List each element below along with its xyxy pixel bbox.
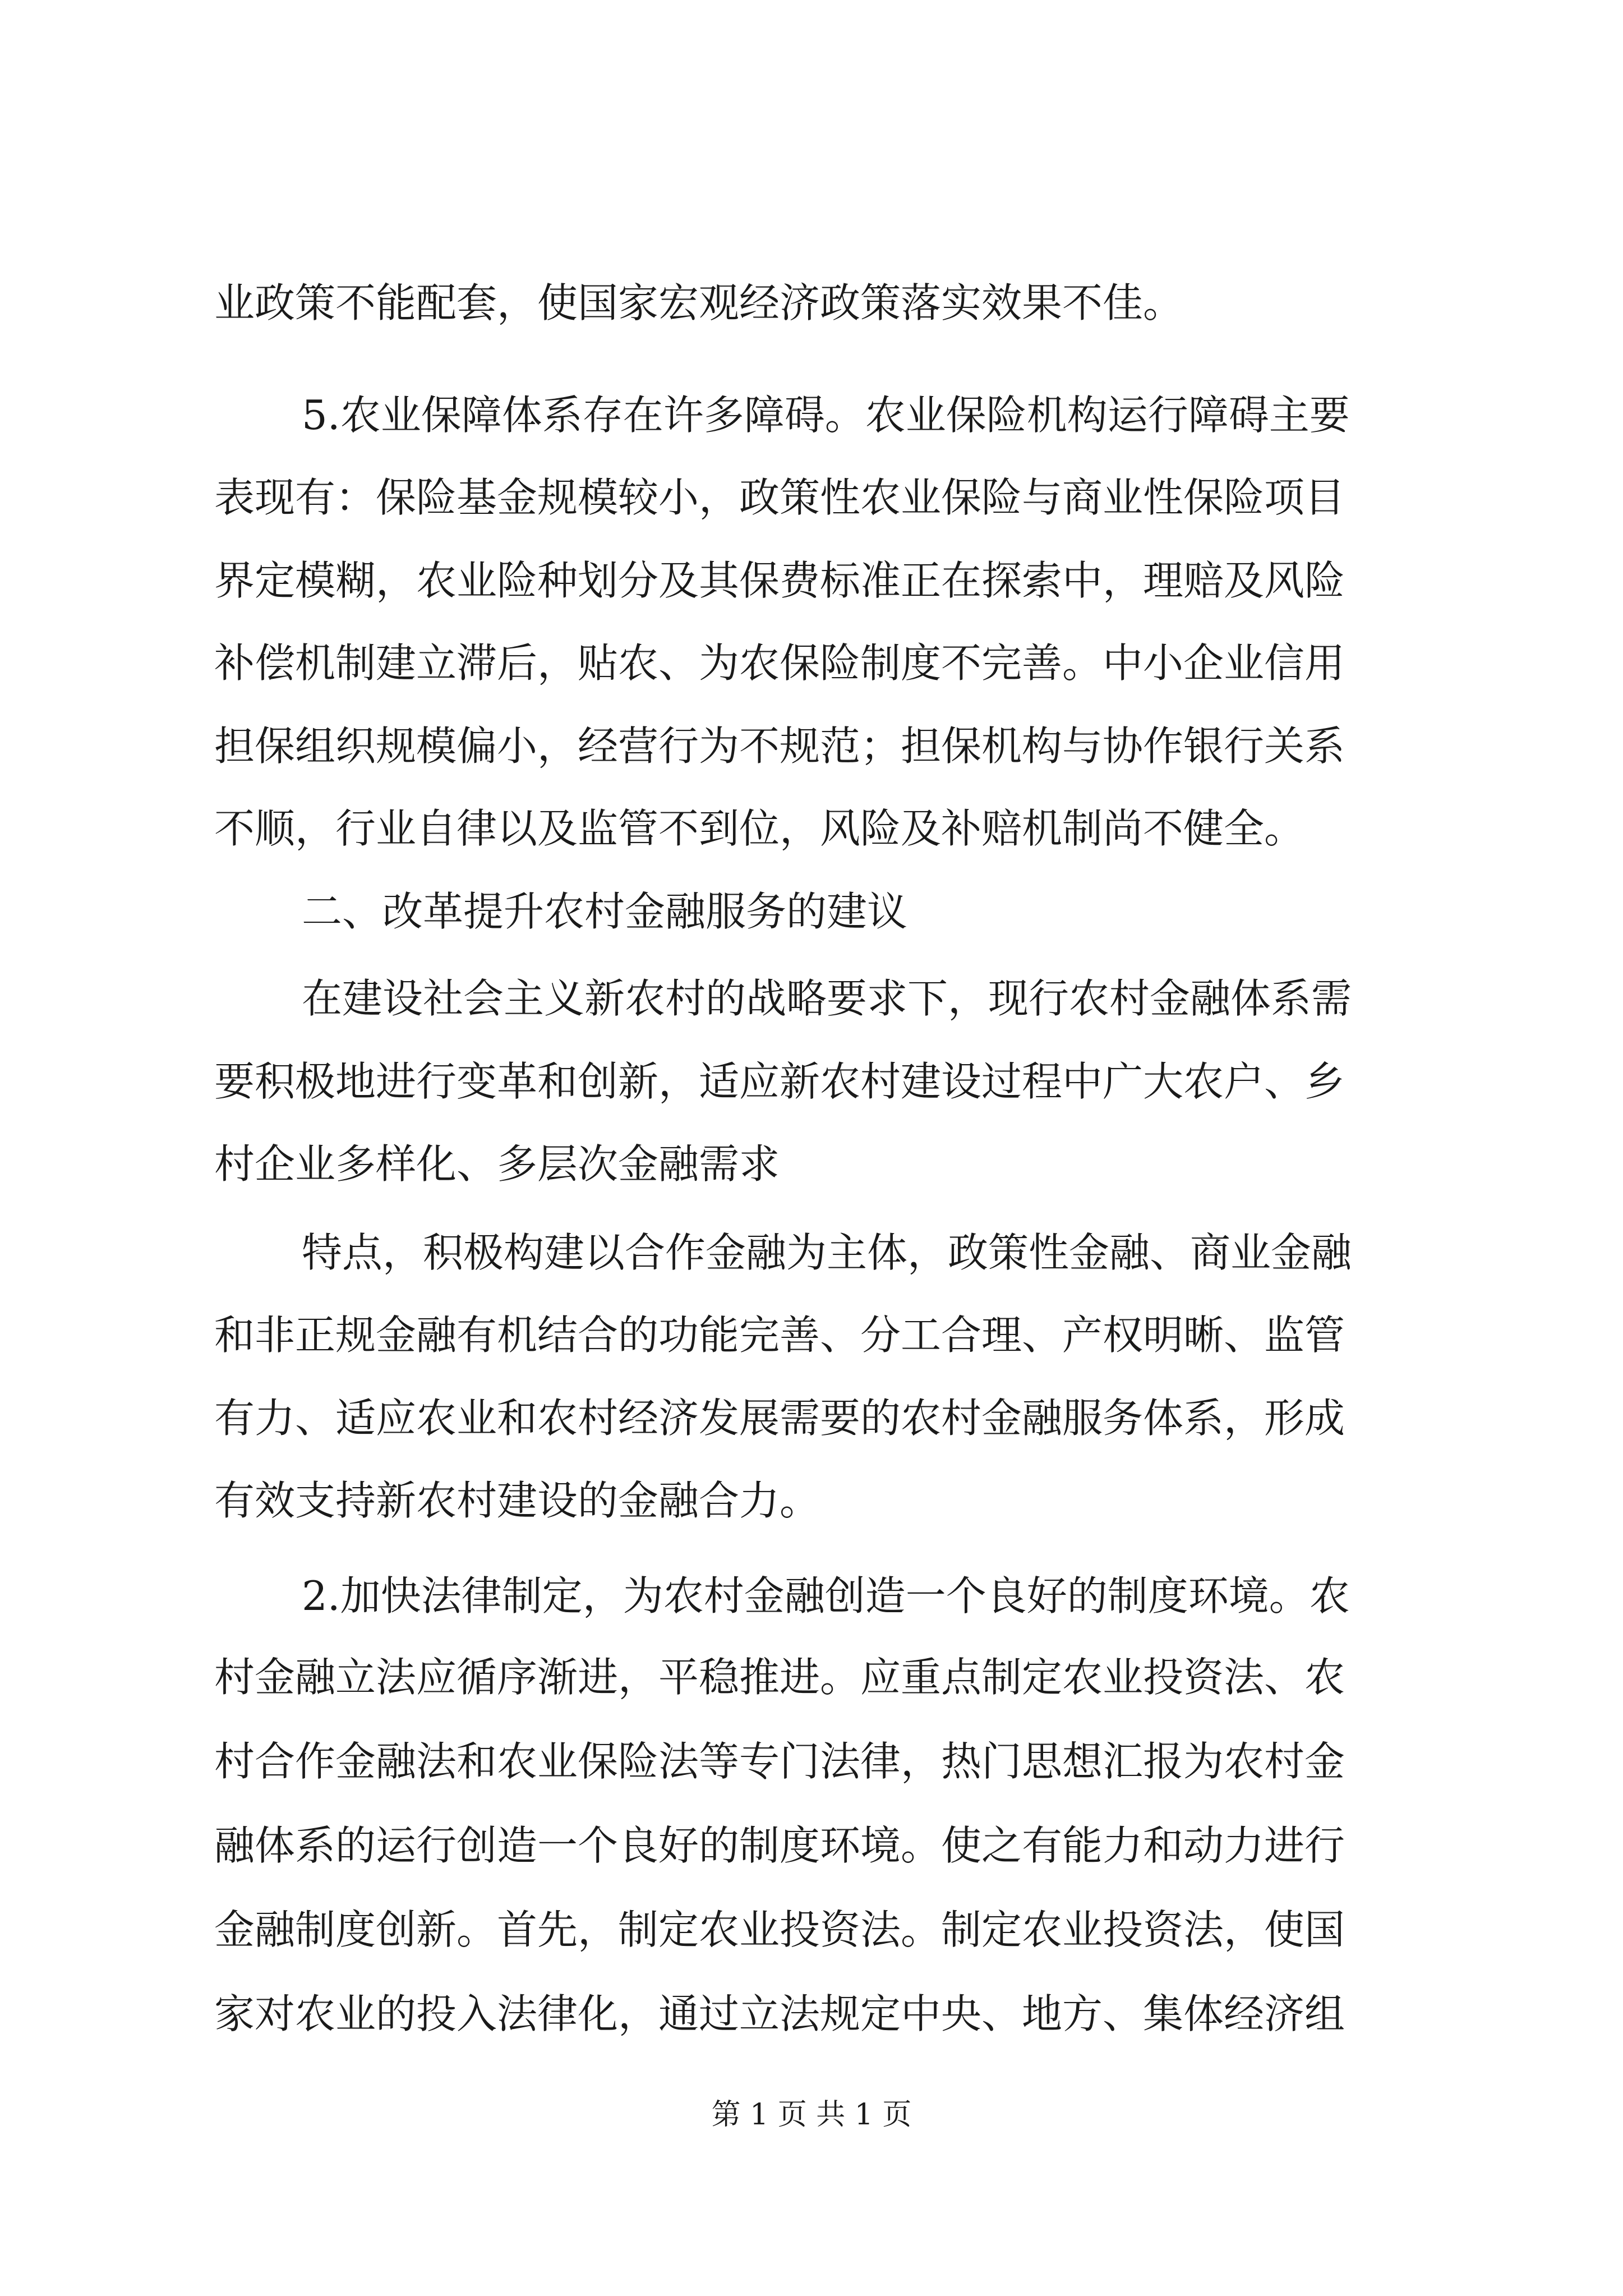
text-line-9: 在建设社会主义新农村的战略要求下，现行农村金融体系需 [302, 975, 1352, 1022]
text-line-13: 和非正规金融有机结合的功能完善、分工合理、产权明晰、监管 [214, 1312, 1345, 1359]
text-line-17: 村金融立法应循序渐进，平稳推进。应重点制定农业投资法、农 [214, 1654, 1345, 1701]
text-line-19: 融体系的运行创造一个良好的制度环境。使之有能力和动力进行 [214, 1822, 1345, 1869]
text-line-11: 村企业多样化、多层次金融需求 [214, 1140, 780, 1188]
text-line-14: 有力、适应农业和农村经济发展需要的农村金融服务体系，形成 [214, 1395, 1345, 1442]
text-line-18: 村合作金融法和农业保险法等专门法律，热门思想汇报为农村金 [214, 1738, 1345, 1785]
text-line-4: 界定模糊，农业险种划分及其保费标准正在探索中，理赔及风险 [214, 557, 1345, 604]
text-line-12: 特点，积极构建以合作金融为主体，政策性金融、商业金融 [302, 1229, 1352, 1276]
text-line-3: 表现有：保险基金规模较小，政策性农业保险与商业性保险项目 [214, 474, 1345, 521]
text-line-5: 补偿机制建立滞后，贴农、为农保险制度不完善。中小企业信用 [214, 639, 1345, 687]
text-line-2: 5.农业保障体系存在许多障碍。农业保险机构运行障碍主要 [302, 392, 1350, 439]
text-line-15: 有效支持新农村建设的金融合力。 [214, 1477, 820, 1524]
section-heading: 二、改革提升农村金融服务的建议 [302, 888, 908, 935]
text-line-1: 业政策不能配套，使国家宏观经济政策落实效果不佳。 [214, 279, 1184, 326]
text-line-20: 金融制度创新。首先，制定农业投资法。制定农业投资法，使国 [214, 1906, 1345, 1953]
page-footer: 第 1 页 共 1 页 [711, 2098, 912, 2132]
text-line-7: 不顺，行业自律以及监管不到位，风险及补赔机制尚不健全。 [214, 805, 1305, 852]
text-line-10: 要积极地进行变革和创新，适应新农村建设过程中广大农户、乡 [214, 1058, 1345, 1105]
text-line-6: 担保组织规模偏小，经营行为不规范；担保机构与协作银行关系 [214, 723, 1345, 770]
text-line-16: 2.加快法律制定，为农村金融创造一个良好的制度环境。农 [302, 1572, 1350, 1619]
text-line-21: 家对农业的投入法律化，通过立法规定中央、地方、集体经济组 [214, 1990, 1345, 2037]
